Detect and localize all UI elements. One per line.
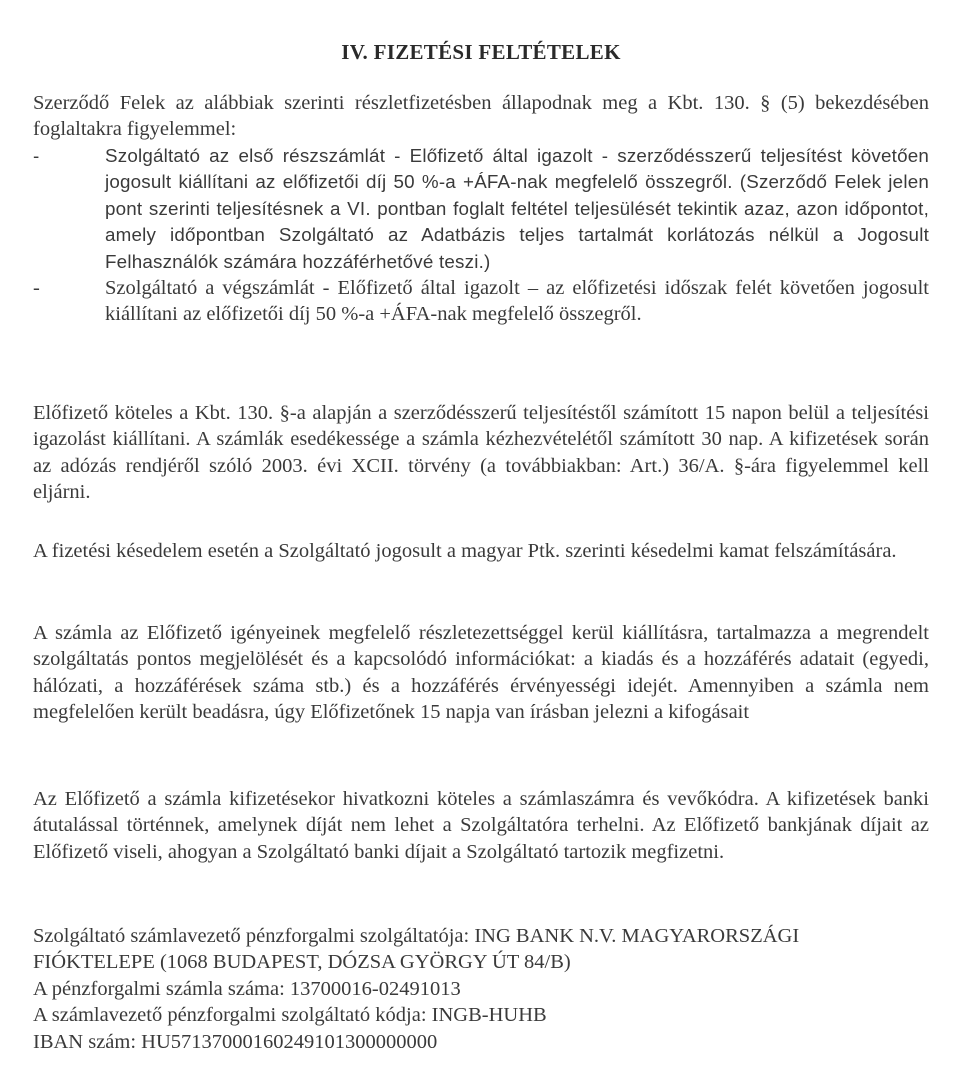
list-dash: - <box>33 277 40 300</box>
paragraph-invoice-content: A számla az Előfizető igényeinek megfelelő részletezettséggel kerül kiállításra, tartalmazza a megrendelt szolgáltatás pontos megjelölését és a kapcsolódó információkat: a kiadás és a hozzáférés adatait (egyedi, hálózati, a hozzáférések száma stb.) és a hozzáférés érvényességi idejét. Amennyiben a számla nem megfelelően került beadásra, úgy Előfizetőnek 15 napja van írásban jelezni a kifogásait <box>33 622 929 724</box>
paragraph-late-payment: A fizetési késedelem esetén a Szolgáltató jogosult a magyar Ptk. szerinti késedelmi kamat felszámítására. <box>33 540 897 562</box>
list-item-text: Szolgáltató az első részszámlát - Előfizető által igazolt - szerződésszerű teljesítést követően jogosult kiállítani az előfizetői díj 50 %-a +ÁFA-nak megfelelő összegről. (Szerződő Felek jelen pont szerinti teljesítésnek a VI. pontban foglalt feltétel teljesülését tekintik azaz, azon időpontot, amely időpontban Szolgáltató az Adatbázis teljes tartalmát korlátozás nélkül a Jogosult Felhasználók számára hozzáférhetővé teszi.) <box>105 145 929 272</box>
section-title: IV. FIZETÉSI FELTÉTELEK <box>341 40 621 64</box>
bank-details <box>33 923 929 1055</box>
bank-provider-line: Szolgáltató számlavezető pénzforgalmi szolgáltatója: ING BANK N.V. MAGYARORSZÁGI <box>33 925 800 947</box>
intro-paragraph: Szerződő Felek az alábbiak szerinti részletfizetésben állapodnak meg a Kbt. 130. § (5) bekezdésében foglaltakra figyelemmel: <box>33 92 929 141</box>
account-number-line: A pénzforgalmi számla száma: 13700016-02491013 <box>33 977 461 1000</box>
iban-line: IBAN szám: HU57137000160249101300000000 <box>33 1030 438 1053</box>
paragraph-bank-transfer: Az Előfizető a számla kifizetésekor hivatkozni köteles a számlaszámra és vevőkódra. A kifizetések banki átutalással történnek, amelynek díját nem lehet a Szolgáltatóra terhelni. Az Előfizető bankjának díjait az Előfizető viseli, ahogyan a Szolgáltató banki díjait a Szolgáltató tartozik megfizetni. <box>33 788 929 863</box>
bank-code-line: A számlavezető pénzforgalmi szolgáltató kódja: INGB-HUHB <box>33 1004 547 1027</box>
paragraph-certification: Előfizető köteles a Kbt. 130. §-a alapján a szerződésszerű teljesítéstől számított 15 napon belül a teljesítési igazolást kiállítani. A számlák esedékessége a számla kézhezvételétől számított 30 nap. A kifizetések során az adózás rendjéről szóló 2003. évi XCII. törvény (a továbbiakban: Art.) 36/A. §-ára figyelemmel kell eljárni. <box>33 402 929 504</box>
list-dash: - <box>33 145 40 166</box>
bank-branch-line: FIÓKTELEPE (1068 BUDAPEST, DÓZSA GYÖRGY ÚT 84/B) <box>33 951 571 974</box>
list-item-final-invoice <box>33 275 929 328</box>
list-item-first-invoice <box>33 143 929 275</box>
payment-terms-list <box>33 143 929 328</box>
list-item-text: Szolgáltató a végszámlát - Előfizető által igazolt – az előfizetési időszak felét követően jogosult kiállítani az előfizetői díj 50 %-a +ÁFA-nak megfelelő összegről. <box>105 277 929 326</box>
